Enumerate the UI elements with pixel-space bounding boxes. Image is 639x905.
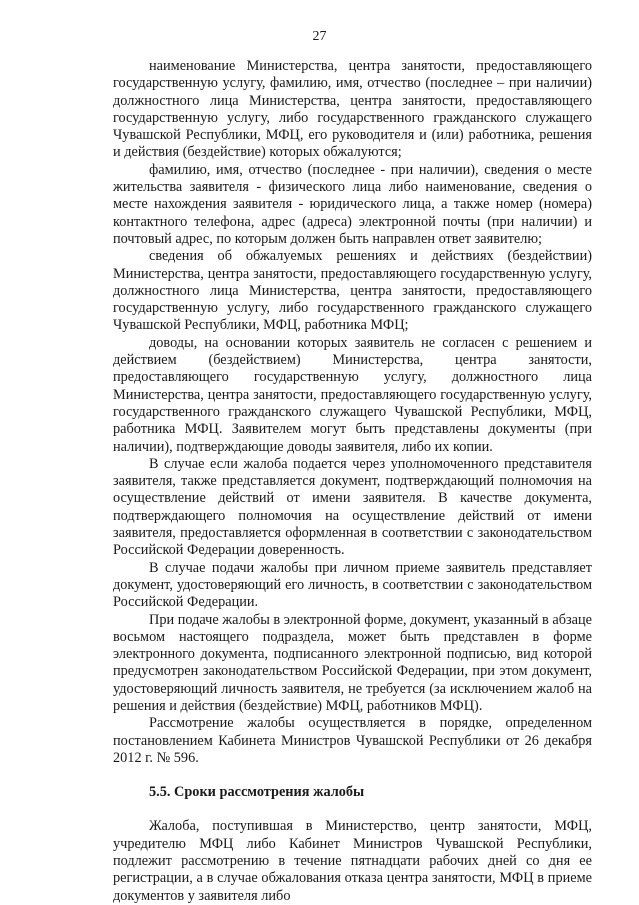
paragraph-complaint-subject: наименование Министерства, центра занятости, предоставляющего государственную услугу, фамилию, имя, отчество (последнее – при наличии) должностного лица Министерства, центра занятости, предоставляющего государственную услугу, либо государственного гражданского служащего Чувашской Республики, МФЦ, его руководителя и (или) работника, решения и действия (бездействие) которых обжалуются; — [113, 58, 592, 161]
paragraph-representative: В случае если жалоба подается через уполномоченного представителя заявителя, также представляется документ, подтверждающий полномочия на осуществление действий от имени заявителя. В качестве документа, подтверждающего полномочия на осуществление действий от имени заявителя, предоставляется оформленная в соответствии с законодательством Российской Федерации доверенность. — [113, 455, 592, 559]
document-body — [113, 58, 592, 905]
paragraph-applicant-details: фамилию, имя, отчество (последнее - при наличии), сведения о месте жительства заявителя - физического лица либо наименование, сведения о месте нахождения заявителя - юридического лица, а также номер (номера) контактного телефона, адрес (адреса) электронной почты (при наличии) и почтовый адрес, по которым должен быть направлен ответ заявителю; — [113, 161, 592, 247]
section-heading: 5.5. Сроки рассмотрения жалобы — [149, 784, 365, 801]
paragraph-appealed-decisions: сведения об обжалуемых решениях и действиях (бездействии) Министерства, центра занятости, предоставляющего государственную услугу, должностного лица Министерства, центра занятости, предоставляющего государственную услугу, либо государственного гражданского служащего Чувашской Республики, МФЦ, работника МФЦ; — [113, 248, 592, 334]
paragraph-review-procedure: Рассмотрение жалобы осуществляется в порядке, определенном постановлением Кабинета Министров Чувашской Республики от 26 декабря 2012 г. № 596. — [113, 715, 592, 766]
paragraph-electronic-form: При подаче жалобы в электронной форме, документ, указанный в абзаце восьмом настоящего подраздела, может быть представлен в форме электронного документа, подписанного электронной подписью, вид которой предусмотрен законодательством Российской Федерации, при этом документ, удостоверяющий личность заявителя, не требуется (за исключением жалоб на решения и действия (бездействие) МФЦ, работников МФЦ). — [113, 611, 592, 714]
paragraph-arguments: доводы, на основании которых заявитель не согласен с решением и действием (бездействием) Министерства, центра занятости, предоставляющего государственную услугу, должностного лица Министерства, центра занятости, предоставляющего государственную услугу, государственного гражданского служащего Чувашской Республики, МФЦ, работника МФЦ. Заявителем могут быть представлены документы (при наличии), подтверждающие доводы заявителя, либо их копии. — [113, 334, 592, 455]
paragraph-review-terms: Жалоба, поступившая в Министерство, центр занятости, МФЦ, учредителю МФЦ либо Кабинет Министров Чувашской Республики, подлежит рассмотрению в течение пятнадцати рабочих дней со дня ее регистрации, а в случае обжалования отказа центра занятости, МФЦ в приеме документов у заявителя либо — [113, 818, 592, 904]
paragraph-personal-reception: В случае подачи жалобы при личном приеме заявитель представляет документ, удостоверяющий его личность, в соответствии с законодательством Российской Федерации. — [113, 559, 592, 611]
page-number: 27 — [312, 29, 327, 44]
